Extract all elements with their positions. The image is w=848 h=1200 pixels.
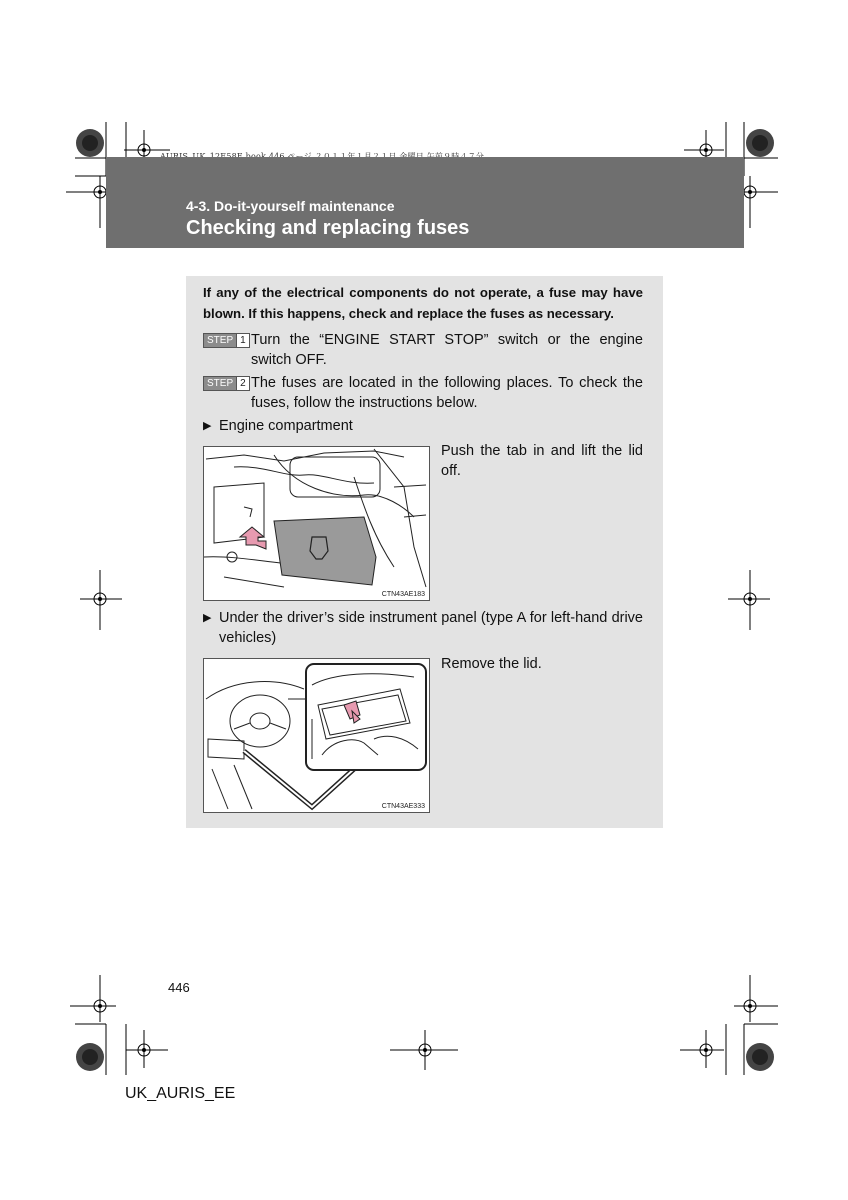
step-1 [203,330,643,370]
step-badge [203,376,250,391]
section-heading-text: Under the driver’s side instrument panel (type A for left-hand drive vehicles) [219,610,643,646]
engine-compartment-illustration [204,447,429,600]
step-badge-label: STEP [204,334,236,347]
figure-code: CTN43AE183 [381,591,425,598]
step-badge-label: STEP [204,377,236,390]
step-badge-number: 1 [236,334,249,347]
figure-code: CTN43AE333 [381,803,425,810]
section-label: 4-3. Do-it-yourself maintenance [186,198,395,214]
instrument-panel-illustration [204,659,429,812]
figure-caption: Push the tab in and lift the lid off. [441,443,643,479]
step-2 [203,373,643,413]
step-text: Turn the “ENGINE START STOP” switch or the engine switch OFF. [251,332,643,368]
figure-instrument-panel [203,658,430,813]
step-badge-number: 2 [236,377,249,390]
fuse-box-lid [274,517,376,585]
section-heading-engine [203,416,643,436]
page-number: 446 [168,980,190,995]
intro-text: If any of the electrical components do not operate, a fuse may have blown. If this happens, check and replace the fuses as necessary. [203,285,643,321]
triangle-bullet-icon: ▶ [203,612,212,624]
push-arrow-icon [240,527,266,549]
triangle-bullet-icon: ▶ [203,420,212,432]
footer-code: UK_AURIS_EE [125,1085,236,1102]
step-badge [203,333,250,348]
figure-engine-compartment [203,446,430,601]
figure-caption: Remove the lid. [441,656,542,672]
step-text: The fuses are located in the following places. To check the fuses, follow the instructions below. [251,375,643,411]
page-title: Checking and replacing fuses [186,217,470,239]
section-heading-text: Engine compartment [219,418,353,434]
section-heading-instrument-panel [203,608,643,648]
